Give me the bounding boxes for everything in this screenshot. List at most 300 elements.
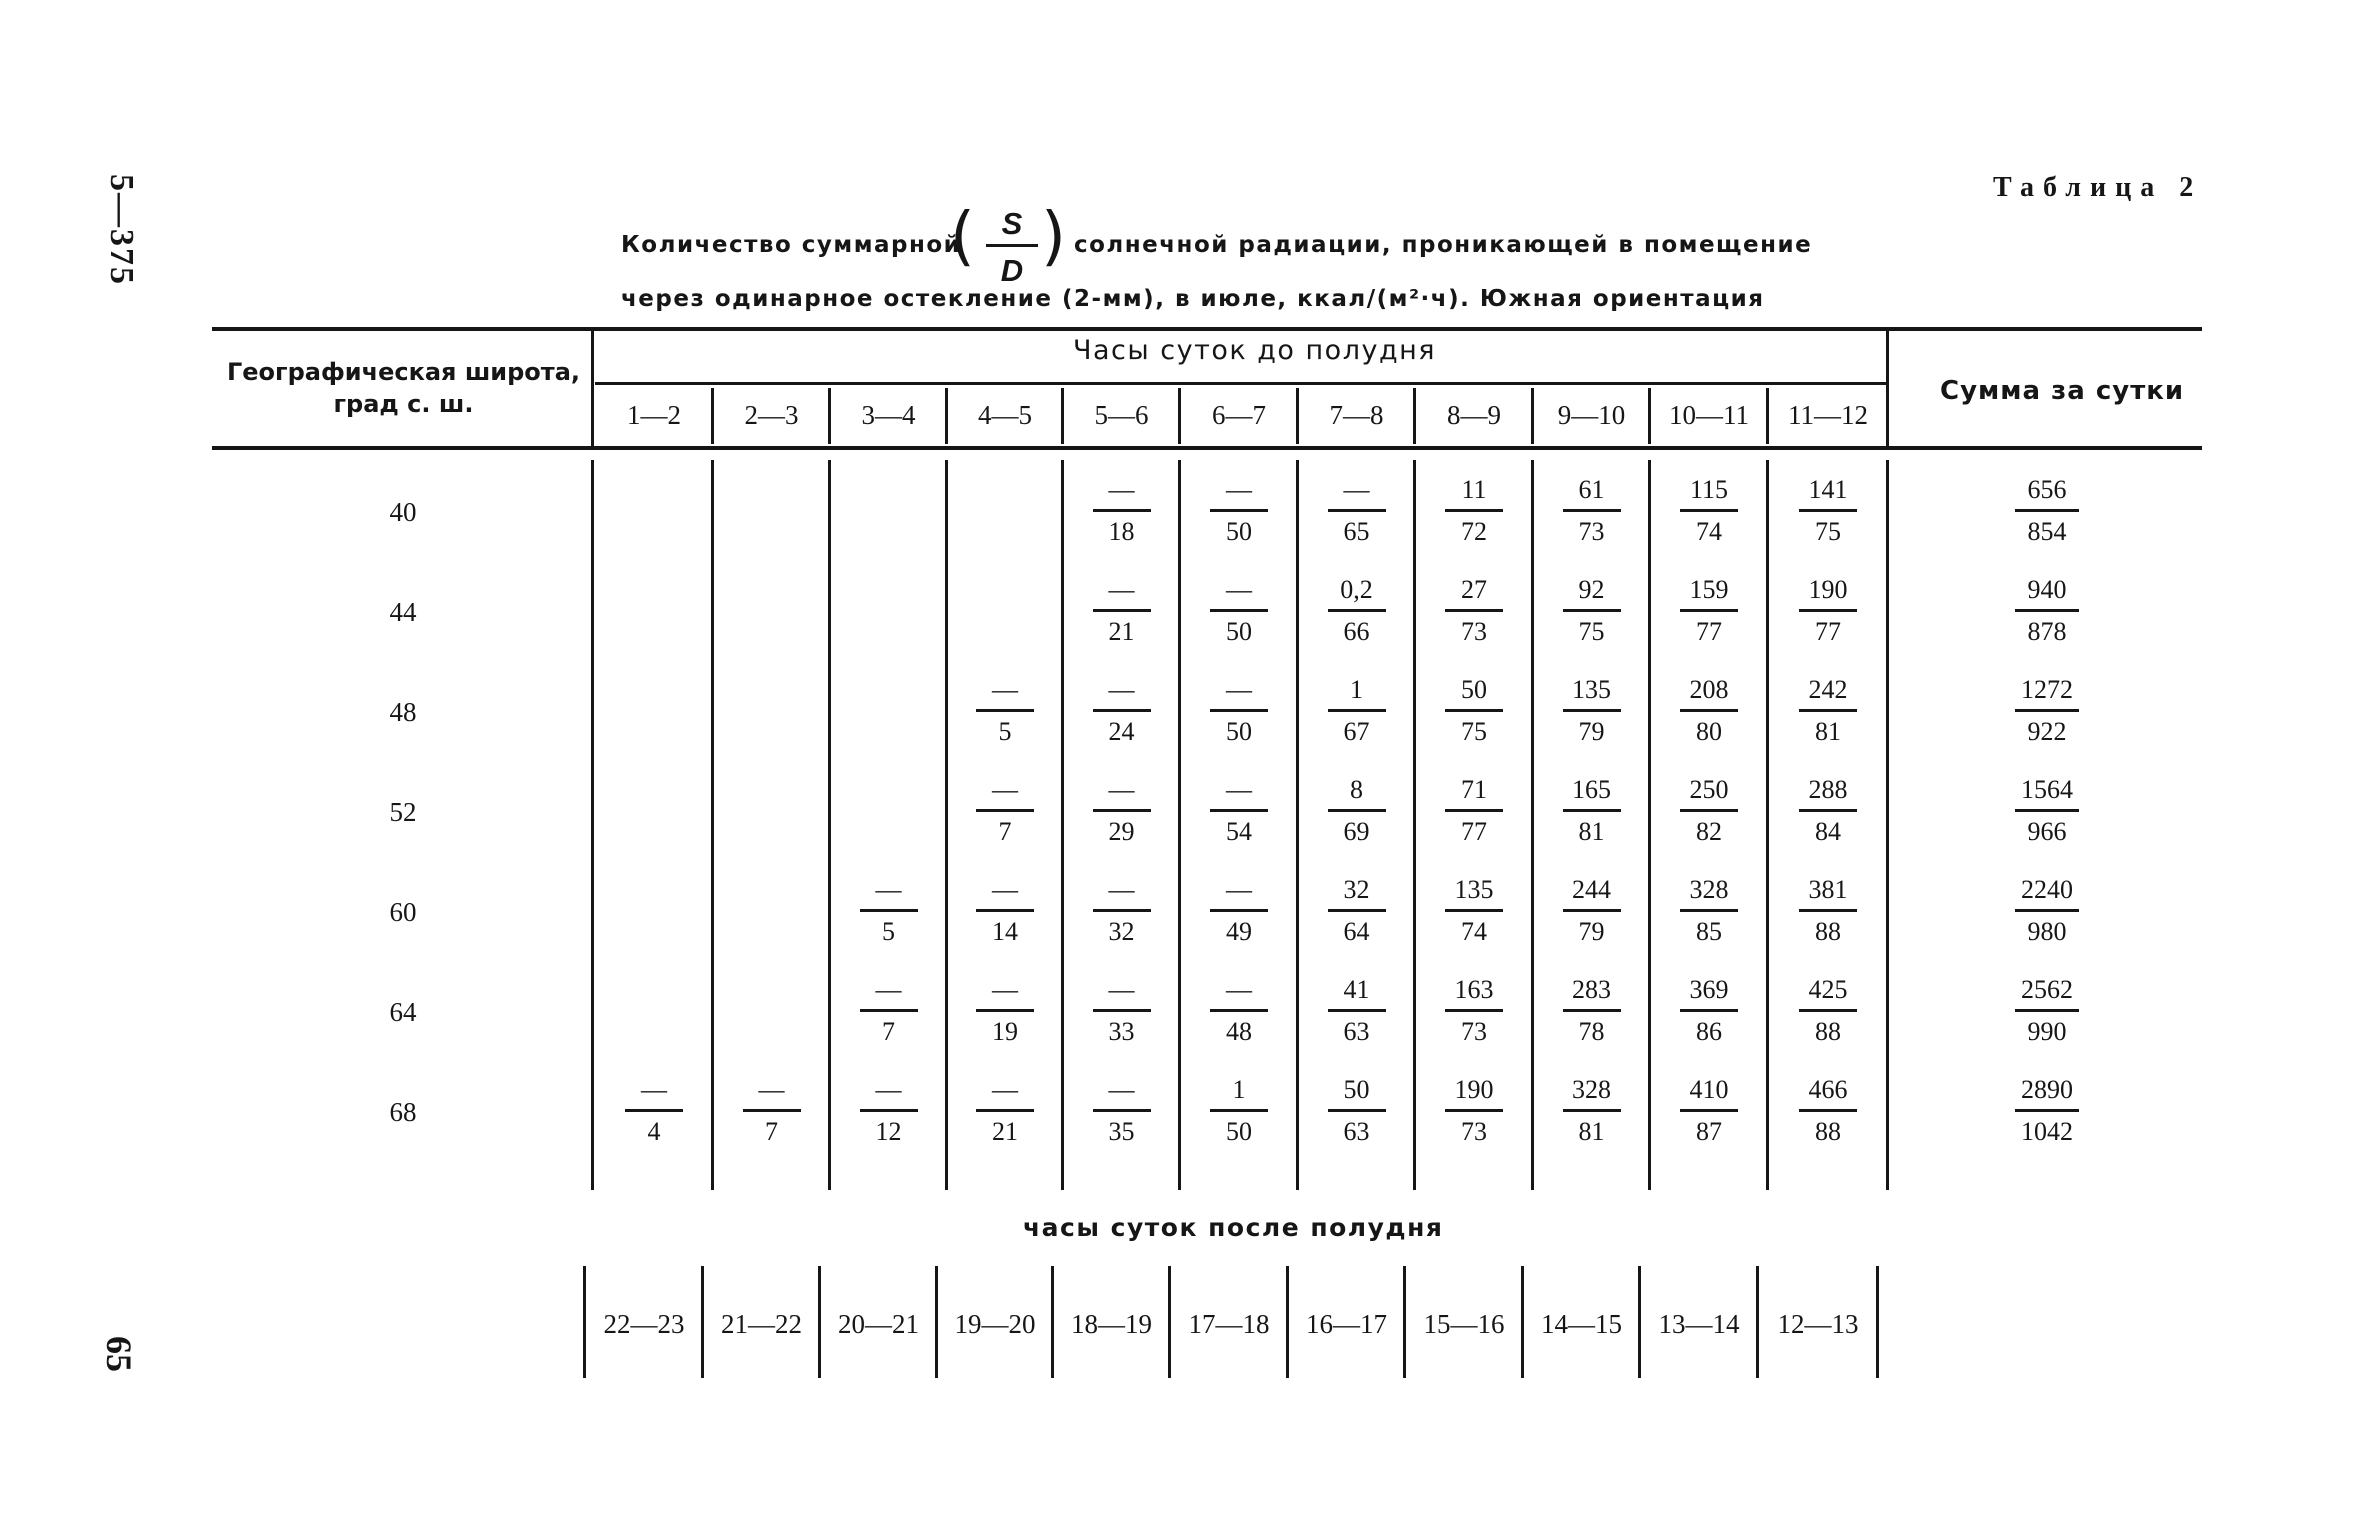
cell-numerator: 165 [1572, 775, 1611, 804]
table-label: Таблица 2 [1993, 172, 2203, 203]
hour-column-divider [945, 460, 948, 1190]
after-noon-hour: 20—21 [838, 1309, 919, 1339]
hour-column-divider [711, 388, 714, 444]
cell-numerator: 369 [1689, 975, 1729, 1004]
fraction-bar [1563, 609, 1621, 612]
fraction-cell [625, 1075, 683, 1147]
cell-numerator: 50 [1461, 675, 1487, 704]
fraction-cell [1680, 975, 1738, 1047]
daily-sum-cell [2015, 975, 2079, 1047]
daily-sum-cell [2015, 775, 2079, 847]
cell-denominator: 73 [1461, 617, 1487, 646]
fraction-bar [1210, 809, 1268, 812]
fraction-cell [743, 1075, 801, 1147]
fraction-cell [976, 675, 1034, 747]
after-noon-hour: 21—22 [721, 1309, 802, 1339]
cell-numerator: — [1226, 775, 1252, 804]
cell-numerator: — [1226, 975, 1252, 1004]
latitude-value: 64 [389, 997, 417, 1027]
fraction-cell [1799, 1075, 1857, 1147]
hour-column-divider [1178, 388, 1181, 444]
cell-numerator: 425 [1808, 975, 1848, 1004]
sum-numerator: 940 [2027, 575, 2067, 604]
fraction-cell [1563, 675, 1621, 747]
cell-denominator: 67 [1343, 717, 1370, 746]
cell-numerator: — [1108, 575, 1135, 604]
cell-denominator: 74 [1461, 917, 1487, 946]
fraction-cell [1210, 575, 1268, 647]
fraction-cell [1445, 675, 1503, 747]
fraction-bar [1680, 1009, 1738, 1012]
cell-numerator: 244 [1572, 875, 1611, 904]
fraction-cell [1680, 875, 1738, 947]
cell-numerator: — [1108, 475, 1135, 504]
sum-column-divider [1886, 460, 1889, 1190]
cell-denominator: 49 [1226, 917, 1252, 946]
fraction-bar [1210, 709, 1268, 712]
fraction-cell [860, 975, 918, 1047]
document-code: 5—375 [103, 174, 140, 286]
cell-denominator: 81 [1815, 717, 1841, 746]
fraction-bar [1799, 709, 1857, 712]
fraction-cell [1093, 975, 1151, 1047]
fraction-bar [1799, 509, 1857, 512]
fraction-bar [1210, 509, 1268, 512]
hour-column-divider [1766, 460, 1769, 1190]
fraction-cell [1210, 975, 1268, 1047]
cell-denominator: 50 [1226, 717, 1252, 746]
hour-column-divider [1296, 388, 1299, 444]
cell-denominator: 77 [1461, 817, 1487, 846]
cell-denominator: 88 [1815, 1117, 1841, 1146]
cell-numerator: — [641, 1075, 667, 1104]
cell-denominator: 50 [1226, 617, 1252, 646]
fraction-cell [976, 1075, 1034, 1147]
fraction-cell [1563, 575, 1621, 647]
cell-numerator: 115 [1689, 475, 1729, 504]
cell-numerator: — [1108, 775, 1135, 804]
daily-sum-cell [2015, 875, 2079, 947]
fraction-cell [1210, 475, 1268, 547]
after-noon-hour: 13—14 [1658, 1309, 1740, 1339]
cell-denominator: 65 [1343, 517, 1370, 546]
cell-denominator: 7 [765, 1117, 778, 1146]
hour-header: 6—7 [1212, 400, 1266, 430]
after-noon-caption: часы суток после полудня [1023, 1213, 1444, 1242]
hour-column-divider [1531, 388, 1534, 444]
cell-numerator: 92 [1578, 575, 1605, 604]
cell-denominator: 50 [1226, 1117, 1252, 1146]
fraction-bar [1210, 1109, 1268, 1112]
cell-denominator: 79 [1578, 717, 1605, 746]
cell-denominator: 75 [1461, 717, 1487, 746]
fraction-bar [1445, 909, 1503, 912]
cell-numerator: 250 [1689, 775, 1729, 804]
cell-denominator: 87 [1696, 1117, 1722, 1146]
cell-denominator: 7 [882, 1017, 895, 1046]
fraction-cell [1563, 475, 1621, 547]
cell-denominator: 50 [1226, 517, 1252, 546]
cell-numerator: 71 [1461, 775, 1487, 804]
fraction-bar [1328, 1009, 1386, 1012]
cell-numerator: — [1108, 1075, 1135, 1104]
fraction-bar [1210, 1009, 1268, 1012]
fraction-cell [1093, 1075, 1151, 1147]
hour-header: 1—2 [627, 400, 681, 430]
cell-denominator: 82 [1696, 817, 1722, 846]
cell-numerator: 8 [1350, 775, 1363, 804]
fraction-bar [2015, 1009, 2079, 1012]
fraction-cell [1563, 1075, 1621, 1147]
daily-sum-cell [2015, 575, 2079, 647]
cell-denominator: 84 [1815, 817, 1841, 846]
after-noon-hour: 16—17 [1306, 1309, 1387, 1339]
fraction-cell [1445, 1075, 1503, 1147]
cell-numerator: — [1226, 475, 1252, 504]
cell-denominator: 81 [1578, 1117, 1605, 1146]
fraction-cell [976, 975, 1034, 1047]
cell-denominator: 73 [1461, 1017, 1487, 1046]
cell-denominator: 18 [1108, 517, 1135, 546]
fraction-bar [1680, 609, 1738, 612]
cell-numerator: — [1108, 675, 1135, 704]
fraction-bar [1563, 909, 1621, 912]
cell-numerator: 159 [1689, 575, 1729, 604]
fraction-bar [1680, 509, 1738, 512]
s-letter: S [1001, 206, 1023, 241]
fraction-cell [1328, 875, 1386, 947]
hour-header: 9—10 [1557, 400, 1626, 430]
cell-denominator: 74 [1696, 517, 1722, 546]
fraction-bar [1093, 1009, 1151, 1012]
cell-denominator: 77 [1696, 617, 1722, 646]
latitude-value: 52 [389, 797, 417, 827]
fraction-cell [1328, 675, 1386, 747]
cell-numerator: — [992, 775, 1018, 804]
cell-numerator: 41 [1343, 975, 1370, 1004]
fraction-bar [976, 709, 1034, 712]
cell-denominator: 64 [1343, 917, 1370, 946]
fraction-bar [1445, 709, 1503, 712]
header-bottom-rule [212, 446, 2202, 450]
sum-denominator: 854 [2027, 517, 2067, 546]
fraction-cell [1210, 775, 1268, 847]
caption-line2: через одинарное остекление (2-мм), в июле, ккал/(м²·ч). Южная ориентация [621, 286, 1765, 312]
fraction-bar [1680, 709, 1738, 712]
fraction-cell [1093, 575, 1151, 647]
cell-numerator: 135 [1572, 675, 1611, 704]
sum-denominator: 922 [2027, 717, 2067, 746]
fraction-bar [860, 1009, 918, 1012]
sum-numerator: 656 [2027, 475, 2067, 504]
cell-numerator: 27 [1461, 575, 1487, 604]
fraction-bar [1445, 1009, 1503, 1012]
fraction-bar [1799, 609, 1857, 612]
fraction-bar [1563, 1009, 1621, 1012]
cell-numerator: 50 [1343, 1075, 1370, 1104]
daily-sum-cell [2015, 475, 2079, 547]
cell-denominator: 5 [882, 917, 895, 946]
right-paren: ) [1041, 200, 1066, 274]
fraction-bar [2015, 509, 2079, 512]
fraction-bar [1445, 809, 1503, 812]
page-number: 65 [99, 1336, 139, 1372]
sum-denominator: 990 [2027, 1017, 2067, 1046]
hour-header: 10—11 [1669, 400, 1749, 430]
cell-denominator: 79 [1578, 917, 1605, 946]
d-letter: D [1000, 253, 1024, 288]
fraction-cell [860, 875, 918, 947]
fraction-bar [2015, 609, 2079, 612]
fraction-cell [1563, 875, 1621, 947]
hour-column-divider [1061, 388, 1064, 444]
cell-numerator: 0,2 [1340, 575, 1373, 604]
fraction-bar [1799, 809, 1857, 812]
hour-header: 7—8 [1329, 400, 1384, 430]
cell-denominator: 75 [1578, 617, 1605, 646]
cell-numerator: 61 [1578, 475, 1605, 504]
hour-column-divider [1648, 460, 1651, 1190]
fraction-cell [1093, 475, 1151, 547]
hour-header: 5—6 [1094, 400, 1149, 430]
fraction-cell [976, 775, 1034, 847]
latitude-column-divider [591, 331, 594, 446]
fraction-bar [2015, 909, 2079, 912]
sum-numerator: 1272 [2021, 675, 2073, 704]
fraction-cell [1799, 975, 1857, 1047]
fraction-bar [2015, 809, 2079, 812]
hour-header: 3—4 [861, 400, 916, 430]
hour-header: 11—12 [1788, 400, 1868, 430]
fraction-bar [1328, 909, 1386, 912]
latitude-value: 44 [389, 597, 417, 627]
cell-numerator: 466 [1808, 1075, 1848, 1104]
cell-numerator: 242 [1808, 675, 1848, 704]
fraction-cell [860, 1075, 918, 1147]
hour-column-divider [1061, 460, 1064, 1190]
fraction-bar [1799, 1109, 1857, 1112]
fraction-cell [1210, 1075, 1268, 1147]
cell-denominator: 5 [998, 717, 1012, 746]
cell-denominator: 73 [1578, 517, 1605, 546]
table-top-rule [212, 327, 2202, 331]
fraction-bar [1093, 509, 1151, 512]
fraction-cell [1328, 975, 1386, 1047]
fraction-bar [1445, 1109, 1503, 1112]
cell-denominator: 7 [998, 817, 1012, 846]
fraction-bar [1563, 1109, 1621, 1112]
cell-numerator: 410 [1689, 1075, 1729, 1104]
cell-denominator: 75 [1815, 517, 1841, 546]
cell-denominator: 69 [1343, 817, 1370, 846]
fraction-bar [1328, 809, 1386, 812]
fraction-cell [1445, 475, 1503, 547]
cell-numerator: — [875, 1075, 902, 1104]
fraction-bar [1445, 509, 1503, 512]
sum-numerator: 2890 [2021, 1075, 2073, 1104]
cell-denominator: 81 [1578, 817, 1605, 846]
latitude-value: 48 [389, 697, 417, 727]
fraction-bar [625, 1109, 683, 1112]
cell-numerator: 190 [1808, 575, 1848, 604]
hour-column-divider [1766, 388, 1769, 444]
fraction-cell [1563, 775, 1621, 847]
hour-header: 2—3 [744, 400, 799, 430]
cell-numerator: — [875, 875, 902, 904]
fraction-bar [1328, 709, 1386, 712]
cell-numerator: 208 [1689, 675, 1729, 704]
fraction-bar [1093, 709, 1151, 712]
cell-numerator: — [992, 975, 1018, 1004]
cell-numerator: — [1226, 575, 1252, 604]
fraction-cell [1799, 775, 1857, 847]
sum-column-divider [1886, 331, 1889, 446]
cell-denominator: 73 [1461, 1117, 1487, 1146]
fraction-cell [1799, 575, 1857, 647]
fraction-cell [1680, 775, 1738, 847]
cell-numerator: 163 [1454, 975, 1494, 1004]
cell-numerator: 11 [1461, 475, 1487, 504]
fraction-bar [976, 1109, 1034, 1112]
cell-denominator: 63 [1343, 1117, 1370, 1146]
fraction-cell [1210, 875, 1268, 947]
fraction-cell [1445, 875, 1503, 947]
sum-denominator: 878 [2027, 617, 2067, 646]
fraction-cell [1680, 675, 1738, 747]
cell-numerator: — [758, 1075, 785, 1104]
cell-denominator: 66 [1343, 617, 1370, 646]
cell-denominator: 29 [1108, 817, 1135, 846]
hours-header-rule [595, 382, 1888, 385]
cell-numerator: — [992, 875, 1018, 904]
fraction-cell [1328, 775, 1386, 847]
cell-numerator: 283 [1572, 975, 1611, 1004]
fraction-bar [1563, 509, 1621, 512]
daily-sum-cell [2015, 675, 2079, 747]
cell-denominator: 88 [1815, 917, 1841, 946]
cell-numerator: — [992, 675, 1018, 704]
daily-sum-header: Сумма за сутки [1940, 376, 2185, 406]
after-noon-hour: 15—16 [1423, 1309, 1505, 1339]
hour-column-divider [1413, 460, 1416, 1190]
hour-column-divider [828, 460, 831, 1190]
cell-denominator: 35 [1108, 1117, 1135, 1146]
fraction-bar [1093, 809, 1151, 812]
fraction-bar [1799, 1009, 1857, 1012]
hour-column-divider [828, 388, 831, 444]
cell-denominator: 21 [992, 1117, 1018, 1146]
fraction-bar [2015, 1109, 2079, 1112]
cell-denominator: 24 [1108, 717, 1135, 746]
hour-header: 8—9 [1447, 400, 1501, 430]
hours-before-noon-header: Часы суток до полудня [1073, 335, 1437, 366]
cell-numerator: 381 [1808, 875, 1848, 904]
fraction-bar [1093, 609, 1151, 612]
fraction-bar [2015, 709, 2079, 712]
latitude-value: 40 [389, 497, 417, 527]
hour-column-divider [1648, 388, 1651, 444]
sum-numerator: 1564 [2021, 775, 2073, 804]
hour-column-divider [945, 388, 948, 444]
fraction-cell [1445, 575, 1503, 647]
fraction-cell [1328, 1075, 1386, 1147]
cell-denominator: 33 [1108, 1017, 1135, 1046]
fraction-bar [1680, 909, 1738, 912]
cell-numerator: — [1226, 875, 1252, 904]
cell-denominator: 78 [1578, 1017, 1605, 1046]
fraction-bar [1093, 1109, 1151, 1112]
latitude-value: 68 [389, 1097, 417, 1127]
sum-denominator: 980 [2027, 917, 2067, 946]
caption-fraction-bar [986, 244, 1038, 247]
fraction-bar [1093, 909, 1151, 912]
fraction-cell [1799, 475, 1857, 547]
fraction-cell [976, 875, 1034, 947]
cell-numerator: — [1343, 475, 1370, 504]
sum-numerator: 2240 [2021, 875, 2073, 904]
cell-numerator: — [875, 975, 902, 1004]
cell-denominator: 80 [1696, 717, 1722, 746]
after-noon-hour: 14—15 [1541, 1309, 1622, 1339]
fraction-bar [743, 1109, 801, 1112]
caption-line1-end: солнечной радиации, проникающей в помещение [1074, 232, 1813, 258]
fraction-cell [1799, 875, 1857, 947]
fraction-cell [1093, 675, 1151, 747]
fraction-bar [1328, 509, 1386, 512]
daily-sum-cell [2015, 1075, 2079, 1147]
cell-numerator: 135 [1454, 875, 1494, 904]
cell-denominator: 12 [875, 1117, 902, 1146]
cell-denominator: 88 [1815, 1017, 1841, 1046]
cell-denominator: 54 [1226, 817, 1252, 846]
cell-numerator: — [992, 1075, 1018, 1104]
after-noon-hour: 12—13 [1777, 1309, 1859, 1339]
fraction-cell [1093, 775, 1151, 847]
cell-denominator: 32 [1108, 917, 1135, 946]
cell-numerator: 141 [1808, 475, 1848, 504]
after-noon-hour: 19—20 [954, 1309, 1036, 1339]
fraction-bar [1210, 909, 1268, 912]
fraction-bar [1680, 1109, 1738, 1112]
fraction-cell [1445, 775, 1503, 847]
fraction-bar [1210, 609, 1268, 612]
cell-denominator: 85 [1696, 917, 1722, 946]
hour-column-divider [1178, 460, 1181, 1190]
cell-denominator: 21 [1108, 617, 1135, 646]
fraction-bar [976, 1009, 1034, 1012]
fraction-cell [1680, 475, 1738, 547]
fraction-bar [1563, 809, 1621, 812]
cell-denominator: 4 [647, 1117, 661, 1146]
fraction-bar [1328, 609, 1386, 612]
fraction-cell [1328, 575, 1386, 647]
cell-numerator: 1 [1350, 675, 1363, 704]
cell-denominator: 86 [1696, 1017, 1722, 1046]
cell-numerator: 190 [1454, 1075, 1494, 1104]
latitude-header: Географическая широта, град с. ш. [226, 358, 581, 418]
cell-numerator: 32 [1343, 875, 1370, 904]
hour-column-divider [1296, 460, 1299, 1190]
cell-denominator: 72 [1461, 517, 1487, 546]
hour-column-divider [1413, 388, 1416, 444]
after-noon-hour: 22—23 [603, 1309, 685, 1339]
cell-denominator: 19 [992, 1017, 1018, 1046]
fraction-bar [1563, 709, 1621, 712]
latitude-value: 60 [389, 897, 417, 927]
fraction-cell [1799, 675, 1857, 747]
cell-numerator: 1 [1232, 1075, 1246, 1104]
fraction-cell [1210, 675, 1268, 747]
